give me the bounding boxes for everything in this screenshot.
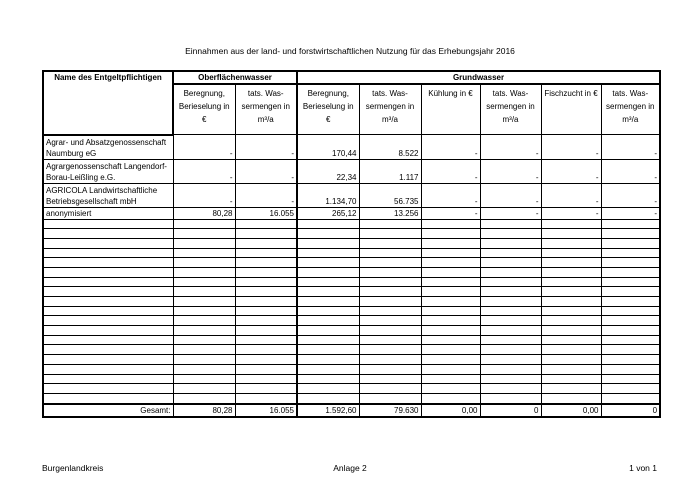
empty-cell <box>43 335 173 345</box>
empty-cell <box>480 364 541 374</box>
total-value-cell: 16.055 <box>235 404 297 417</box>
empty-cell <box>541 384 601 394</box>
table-row <box>43 159 660 183</box>
empty-cell <box>235 277 297 287</box>
empty-cell <box>421 219 480 229</box>
value-cell: - <box>541 159 601 183</box>
empty-cell <box>480 297 541 307</box>
empty-cell <box>359 326 421 336</box>
empty-cell <box>541 277 601 287</box>
empty-cell <box>297 384 359 394</box>
empty-cell <box>43 248 173 258</box>
empty-cell <box>43 345 173 355</box>
value-cell: - <box>480 207 541 219</box>
empty-cell <box>173 335 235 345</box>
empty-cell <box>601 355 660 365</box>
empty-cell <box>541 355 601 365</box>
empty-row <box>43 393 660 403</box>
empty-row <box>43 229 660 239</box>
empty-cell <box>601 316 660 326</box>
value-cell: - <box>480 159 541 183</box>
empty-cell <box>43 229 173 239</box>
empty-cell <box>173 374 235 384</box>
empty-cell <box>235 297 297 307</box>
empty-cell <box>297 297 359 307</box>
value-cell: - <box>541 183 601 207</box>
empty-cell <box>421 277 480 287</box>
empty-row <box>43 258 660 268</box>
empty-cell <box>541 238 601 248</box>
value-cell: - <box>601 159 660 183</box>
empty-cell <box>173 258 235 268</box>
empty-cell <box>297 238 359 248</box>
value-cell: - <box>173 183 235 207</box>
empty-cell <box>480 345 541 355</box>
column-header: tats. Was-sermengen in m³/a <box>480 84 541 135</box>
group-header-groundwater: Grundwasser <box>297 71 660 84</box>
empty-cell <box>601 287 660 297</box>
total-value-cell: 1.592,60 <box>297 404 359 417</box>
empty-cell <box>173 355 235 365</box>
empty-cell <box>235 267 297 277</box>
empty-row <box>43 374 660 384</box>
empty-cell <box>480 306 541 316</box>
table-row <box>43 135 660 160</box>
empty-cell <box>43 374 173 384</box>
empty-cell <box>173 326 235 336</box>
empty-cell <box>359 267 421 277</box>
empty-cell <box>43 316 173 326</box>
empty-cell <box>173 267 235 277</box>
value-cell: - <box>421 159 480 183</box>
revenue-table <box>42 70 661 418</box>
empty-cell <box>601 364 660 374</box>
empty-cell <box>173 316 235 326</box>
empty-cell <box>235 326 297 336</box>
empty-cell <box>173 364 235 374</box>
empty-cell <box>601 219 660 229</box>
value-cell: - <box>541 207 601 219</box>
value-cell: 80,28 <box>173 207 235 219</box>
total-value-cell: 80,28 <box>173 404 235 417</box>
empty-cell <box>359 364 421 374</box>
column-header: Beregnung, Berieselung in € <box>297 84 359 135</box>
value-cell: 1.117 <box>359 159 421 183</box>
payer-name-cell: AGRICOLA Landwirtschaftliche Betriebsgesellschaft mbH <box>43 183 173 207</box>
value-cell: 13.256 <box>359 207 421 219</box>
empty-cell <box>480 248 541 258</box>
value-cell: - <box>173 135 235 160</box>
empty-row <box>43 238 660 248</box>
empty-cell <box>43 287 173 297</box>
empty-cell <box>421 374 480 384</box>
empty-cell <box>359 384 421 394</box>
empty-cell <box>359 277 421 287</box>
total-label: Gesamt: <box>43 404 173 417</box>
empty-cell <box>235 306 297 316</box>
empty-cell <box>541 229 601 239</box>
group-header-surface-water: Oberflächenwasser <box>173 71 297 84</box>
empty-cell <box>359 306 421 316</box>
empty-cell <box>297 355 359 365</box>
value-cell: 170,44 <box>297 135 359 160</box>
total-row <box>43 404 660 417</box>
column-header: tats. Was-sermengen in m³/a <box>235 84 297 135</box>
empty-cell <box>297 326 359 336</box>
value-cell: - <box>235 183 297 207</box>
empty-cell <box>173 306 235 316</box>
payer-name-cell: anonymisiert <box>43 207 173 219</box>
empty-cell <box>601 393 660 403</box>
empty-cell <box>43 297 173 307</box>
empty-row <box>43 316 660 326</box>
empty-cell <box>43 258 173 268</box>
empty-cell <box>421 384 480 394</box>
empty-cell <box>173 277 235 287</box>
empty-cell <box>235 335 297 345</box>
empty-row <box>43 219 660 229</box>
name-column-header: Name des Entgeltpflichtigen <box>43 71 173 135</box>
empty-cell <box>359 335 421 345</box>
empty-cell <box>601 277 660 287</box>
empty-cell <box>541 326 601 336</box>
empty-cell <box>297 306 359 316</box>
empty-row <box>43 297 660 307</box>
empty-cell <box>235 345 297 355</box>
empty-cell <box>235 374 297 384</box>
empty-cell <box>359 258 421 268</box>
footer-attachment: Anlage 2 <box>333 463 367 473</box>
empty-cell <box>421 355 480 365</box>
empty-row <box>43 364 660 374</box>
empty-cell <box>421 258 480 268</box>
empty-cell <box>359 287 421 297</box>
empty-row <box>43 326 660 336</box>
total-value-cell: 79.630 <box>359 404 421 417</box>
empty-cell <box>480 335 541 345</box>
empty-cell <box>421 297 480 307</box>
empty-cell <box>235 355 297 365</box>
empty-cell <box>601 248 660 258</box>
empty-cell <box>480 287 541 297</box>
value-cell: - <box>421 183 480 207</box>
empty-row <box>43 345 660 355</box>
empty-cell <box>421 326 480 336</box>
empty-cell <box>601 229 660 239</box>
empty-cell <box>43 393 173 403</box>
empty-cell <box>359 229 421 239</box>
empty-cell <box>480 374 541 384</box>
empty-cell <box>235 316 297 326</box>
empty-cell <box>43 219 173 229</box>
empty-cell <box>235 219 297 229</box>
total-value-cell: 0 <box>480 404 541 417</box>
empty-cell <box>541 306 601 316</box>
value-cell: - <box>601 135 660 160</box>
empty-cell <box>359 248 421 258</box>
empty-cell <box>235 287 297 297</box>
empty-cell <box>297 316 359 326</box>
empty-cell <box>173 345 235 355</box>
empty-cell <box>601 238 660 248</box>
empty-cell <box>173 248 235 258</box>
empty-cell <box>297 393 359 403</box>
value-cell: - <box>421 135 480 160</box>
empty-cell <box>480 316 541 326</box>
empty-cell <box>235 248 297 258</box>
empty-cell <box>421 364 480 374</box>
empty-row <box>43 306 660 316</box>
empty-cell <box>601 384 660 394</box>
column-header: Kühlung in € <box>421 84 480 135</box>
empty-row <box>43 335 660 345</box>
empty-cell <box>421 287 480 297</box>
empty-cell <box>359 238 421 248</box>
empty-row <box>43 355 660 365</box>
empty-cell <box>297 335 359 345</box>
empty-cell <box>480 238 541 248</box>
column-header: Beregnung, Berieselung in € <box>173 84 235 135</box>
value-cell: - <box>541 135 601 160</box>
empty-cell <box>541 248 601 258</box>
value-cell: 8.522 <box>359 135 421 160</box>
empty-cell <box>297 219 359 229</box>
empty-cell <box>541 219 601 229</box>
value-cell: 265,12 <box>297 207 359 219</box>
empty-cell <box>480 229 541 239</box>
empty-row <box>43 248 660 258</box>
column-header: tats. Was-sermengen in m³/a <box>601 84 660 135</box>
empty-cell <box>359 374 421 384</box>
empty-cell <box>541 287 601 297</box>
empty-cell <box>297 267 359 277</box>
empty-cell <box>601 335 660 345</box>
empty-cell <box>43 277 173 287</box>
empty-cell <box>235 384 297 394</box>
empty-cell <box>173 384 235 394</box>
document-title: Einnahmen aus der land- und forstwirtschaftlichen Nutzung für das Erhebungsjahr 2016 <box>185 46 515 56</box>
empty-cell <box>421 267 480 277</box>
table-row <box>43 183 660 207</box>
empty-cell <box>297 374 359 384</box>
empty-cell <box>359 219 421 229</box>
empty-cell <box>297 248 359 258</box>
empty-cell <box>601 258 660 268</box>
empty-cell <box>43 306 173 316</box>
value-cell: 16.055 <box>235 207 297 219</box>
empty-cell <box>480 355 541 365</box>
empty-cell <box>480 277 541 287</box>
empty-cell <box>480 258 541 268</box>
empty-cell <box>297 287 359 297</box>
empty-cell <box>359 393 421 403</box>
empty-cell <box>541 364 601 374</box>
empty-cell <box>43 326 173 336</box>
table-row <box>43 207 660 219</box>
footer-page-number: 1 von 1 <box>629 463 657 473</box>
empty-cell <box>235 229 297 239</box>
empty-cell <box>421 248 480 258</box>
empty-cell <box>541 316 601 326</box>
empty-cell <box>480 393 541 403</box>
empty-cell <box>359 345 421 355</box>
empty-cell <box>480 219 541 229</box>
empty-cell <box>359 316 421 326</box>
empty-cell <box>43 267 173 277</box>
empty-cell <box>421 306 480 316</box>
empty-cell <box>297 277 359 287</box>
empty-cell <box>173 238 235 248</box>
total-value-cell: 0 <box>601 404 660 417</box>
empty-cell <box>43 364 173 374</box>
empty-cell <box>173 393 235 403</box>
empty-cell <box>297 258 359 268</box>
empty-cell <box>173 287 235 297</box>
empty-cell <box>601 297 660 307</box>
group-header-row <box>43 71 660 84</box>
empty-cell <box>235 364 297 374</box>
total-value-cell: 0,00 <box>541 404 601 417</box>
empty-cell <box>359 297 421 307</box>
value-cell: 1.134,70 <box>297 183 359 207</box>
payer-name-cell: Agrargenossenschaft Langendorf-Borau-Leißling e.G. <box>43 159 173 183</box>
column-header: tats. Was-sermengen in m³/a <box>359 84 421 135</box>
empty-cell <box>601 374 660 384</box>
empty-cell <box>43 355 173 365</box>
empty-cell <box>297 229 359 239</box>
empty-cell <box>541 393 601 403</box>
empty-cell <box>541 258 601 268</box>
empty-cell <box>601 326 660 336</box>
empty-cell <box>297 364 359 374</box>
value-cell: - <box>173 159 235 183</box>
empty-cell <box>421 335 480 345</box>
empty-cell <box>173 229 235 239</box>
value-cell: 22,34 <box>297 159 359 183</box>
empty-cell <box>235 393 297 403</box>
empty-cell <box>601 267 660 277</box>
value-cell: - <box>480 183 541 207</box>
value-cell: - <box>601 207 660 219</box>
empty-cell <box>359 355 421 365</box>
empty-cell <box>541 297 601 307</box>
empty-cell <box>480 326 541 336</box>
payer-name-cell: Agrar- und Absatzgenossenschaft Naumburg eG <box>43 135 173 160</box>
value-cell: - <box>235 135 297 160</box>
empty-row <box>43 287 660 297</box>
total-value-cell: 0,00 <box>421 404 480 417</box>
empty-cell <box>421 393 480 403</box>
empty-cell <box>421 316 480 326</box>
empty-cell <box>480 384 541 394</box>
empty-cell <box>173 219 235 229</box>
empty-cell <box>297 345 359 355</box>
empty-cell <box>601 345 660 355</box>
empty-cell <box>541 345 601 355</box>
empty-row <box>43 267 660 277</box>
value-cell: - <box>235 159 297 183</box>
value-cell: - <box>421 207 480 219</box>
empty-cell <box>480 267 541 277</box>
value-cell: - <box>480 135 541 160</box>
empty-cell <box>421 238 480 248</box>
empty-cell <box>43 238 173 248</box>
empty-cell <box>541 374 601 384</box>
empty-row <box>43 277 660 287</box>
empty-cell <box>43 384 173 394</box>
empty-cell <box>601 306 660 316</box>
footer-district: Burgenlandkreis <box>42 463 104 473</box>
empty-cell <box>421 345 480 355</box>
value-cell: 56.735 <box>359 183 421 207</box>
column-header: Fischzucht in € <box>541 84 601 135</box>
empty-cell <box>541 267 601 277</box>
value-cell: - <box>601 183 660 207</box>
empty-cell <box>235 258 297 268</box>
empty-cell <box>421 229 480 239</box>
empty-cell <box>235 238 297 248</box>
empty-cell <box>541 335 601 345</box>
empty-cell <box>173 297 235 307</box>
empty-row <box>43 384 660 394</box>
